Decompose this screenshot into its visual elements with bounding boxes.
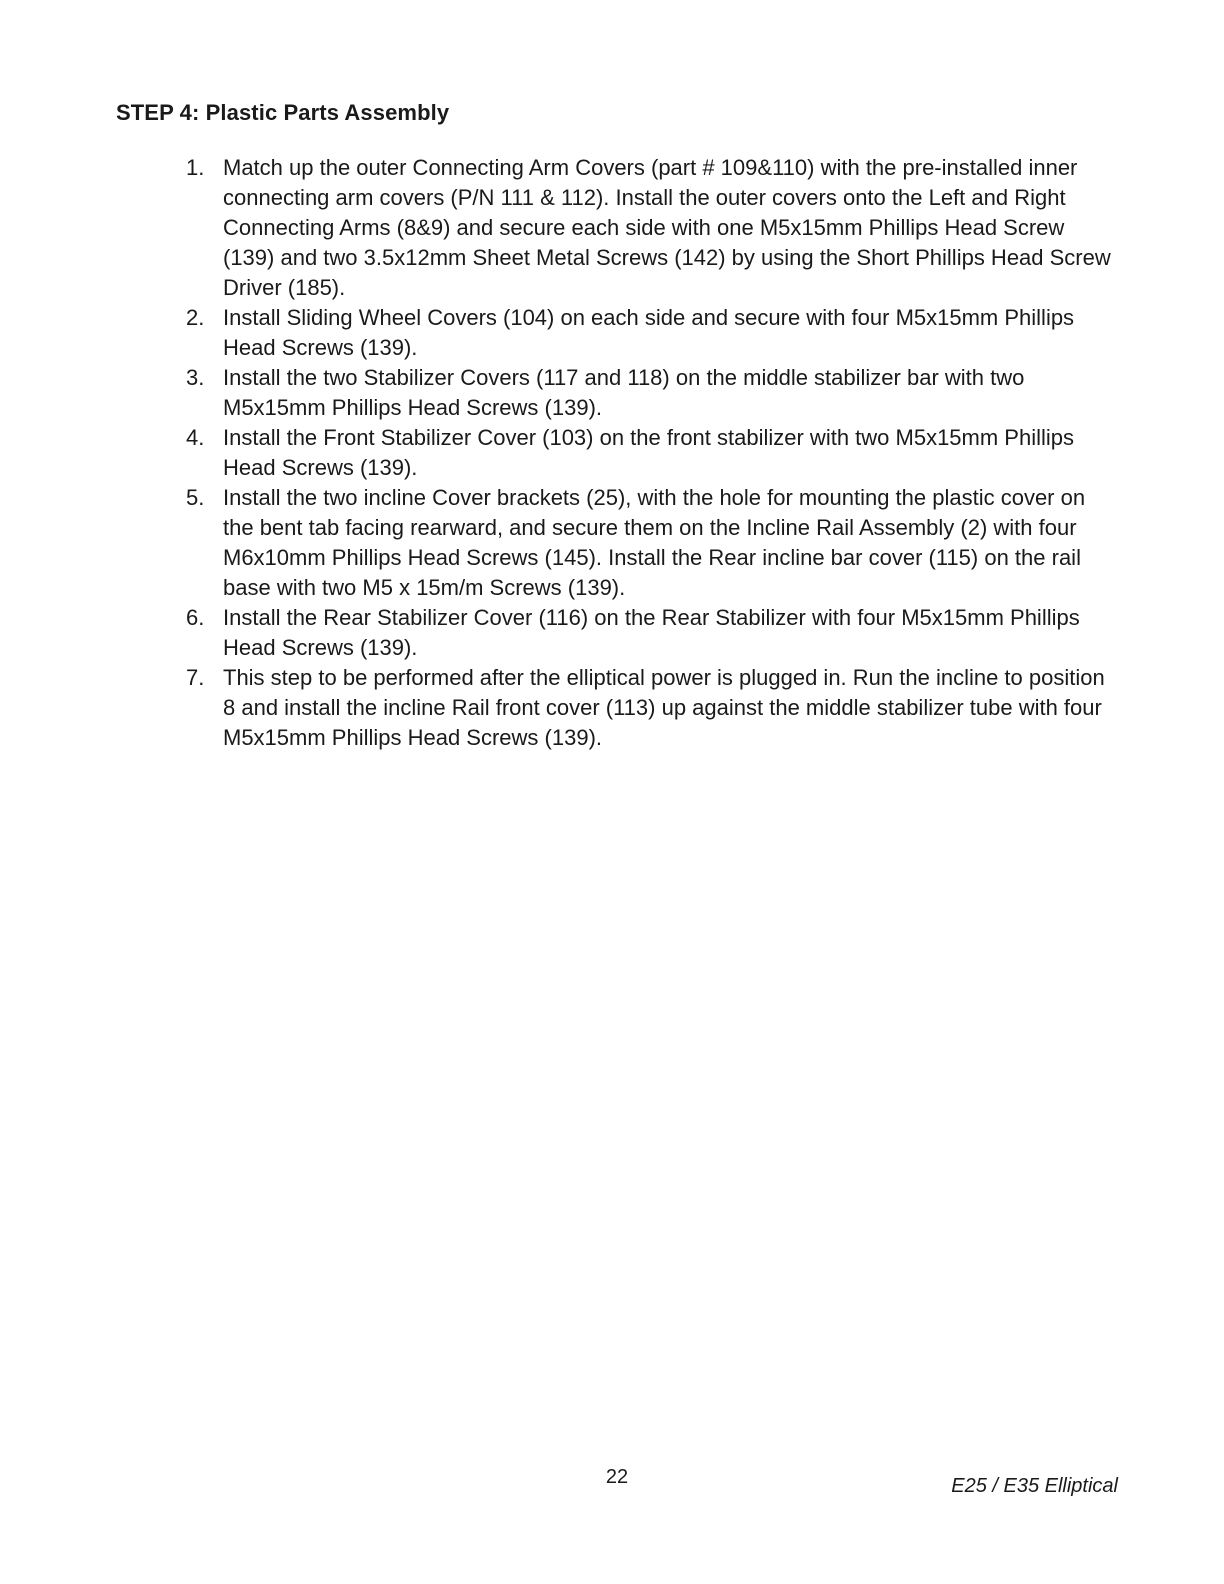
step-text: Install the Rear Stabilizer Cover (116) on the Rear Stabilizer with four M5x15mm Phillips Head Screws (139). <box>223 605 1080 660</box>
step-number: 2. <box>186 305 205 330</box>
step-number: 5. <box>186 485 205 510</box>
step-text: Match up the outer Connecting Arm Covers (part # 109&110) with the pre-installed inner connecting arm covers (P/N 111 & 112). Install the outer covers onto the Left and Right Connecting Arms (8&9) and secure each side with one M5x15mm Phillips Head Screw (139) and two 3.5x12mm Sheet Metal Screws (142) by using the Short Phillips Head Screw Driver (185). <box>223 155 1111 300</box>
page-number: 22 <box>605 1466 629 1488</box>
step-number: 4. <box>186 425 205 450</box>
step-item-4 <box>186 423 1118 483</box>
step-text: Install the two incline Cover brackets (25), with the hole for mounting the plastic cover on the bent tab facing rearward, and secure them on the Incline Rail Assembly (2) with four M6x10mm Phillips Head Screws (145). Install the Rear incline bar cover (115) on the rail base with two M5 x 15m/m Screws (139). <box>223 485 1086 600</box>
step-item-1 <box>186 153 1118 303</box>
step-text: Install Sliding Wheel Covers (104) on each side and secure with four M5x15mm Phillips Head Screws (139). <box>223 305 1075 360</box>
footer-product-title: E25 / E35 Elliptical <box>951 1475 1118 1497</box>
step-item-6 <box>186 603 1118 663</box>
step-number: 1. <box>186 155 205 180</box>
step-text: Install the Front Stabilizer Cover (103) on the front stabilizer with two M5x15mm Phillips Head Screws (139). <box>223 425 1075 480</box>
step-number: 6. <box>186 605 205 630</box>
step-item-2 <box>186 303 1118 363</box>
step-item-5 <box>186 483 1118 603</box>
step-text: This step to be performed after the elliptical power is plugged in. Run the incline to position 8 and install the incline Rail front cover (113) up against the middle stabilizer tube with four M5x15mm Phillips Head Screws (139). <box>223 665 1105 750</box>
step-number: 7. <box>186 665 205 690</box>
step-heading: STEP 4: Plastic Parts Assembly <box>116 100 450 125</box>
step-text: Install the two Stabilizer Covers (117 and 118) on the middle stabilizer bar with two M5x15mm Phillips Head Screws (139). <box>223 365 1025 420</box>
step-number: 3. <box>186 365 205 390</box>
steps-list <box>186 153 1118 753</box>
step-item-3 <box>186 363 1118 423</box>
step-item-7 <box>186 663 1118 753</box>
